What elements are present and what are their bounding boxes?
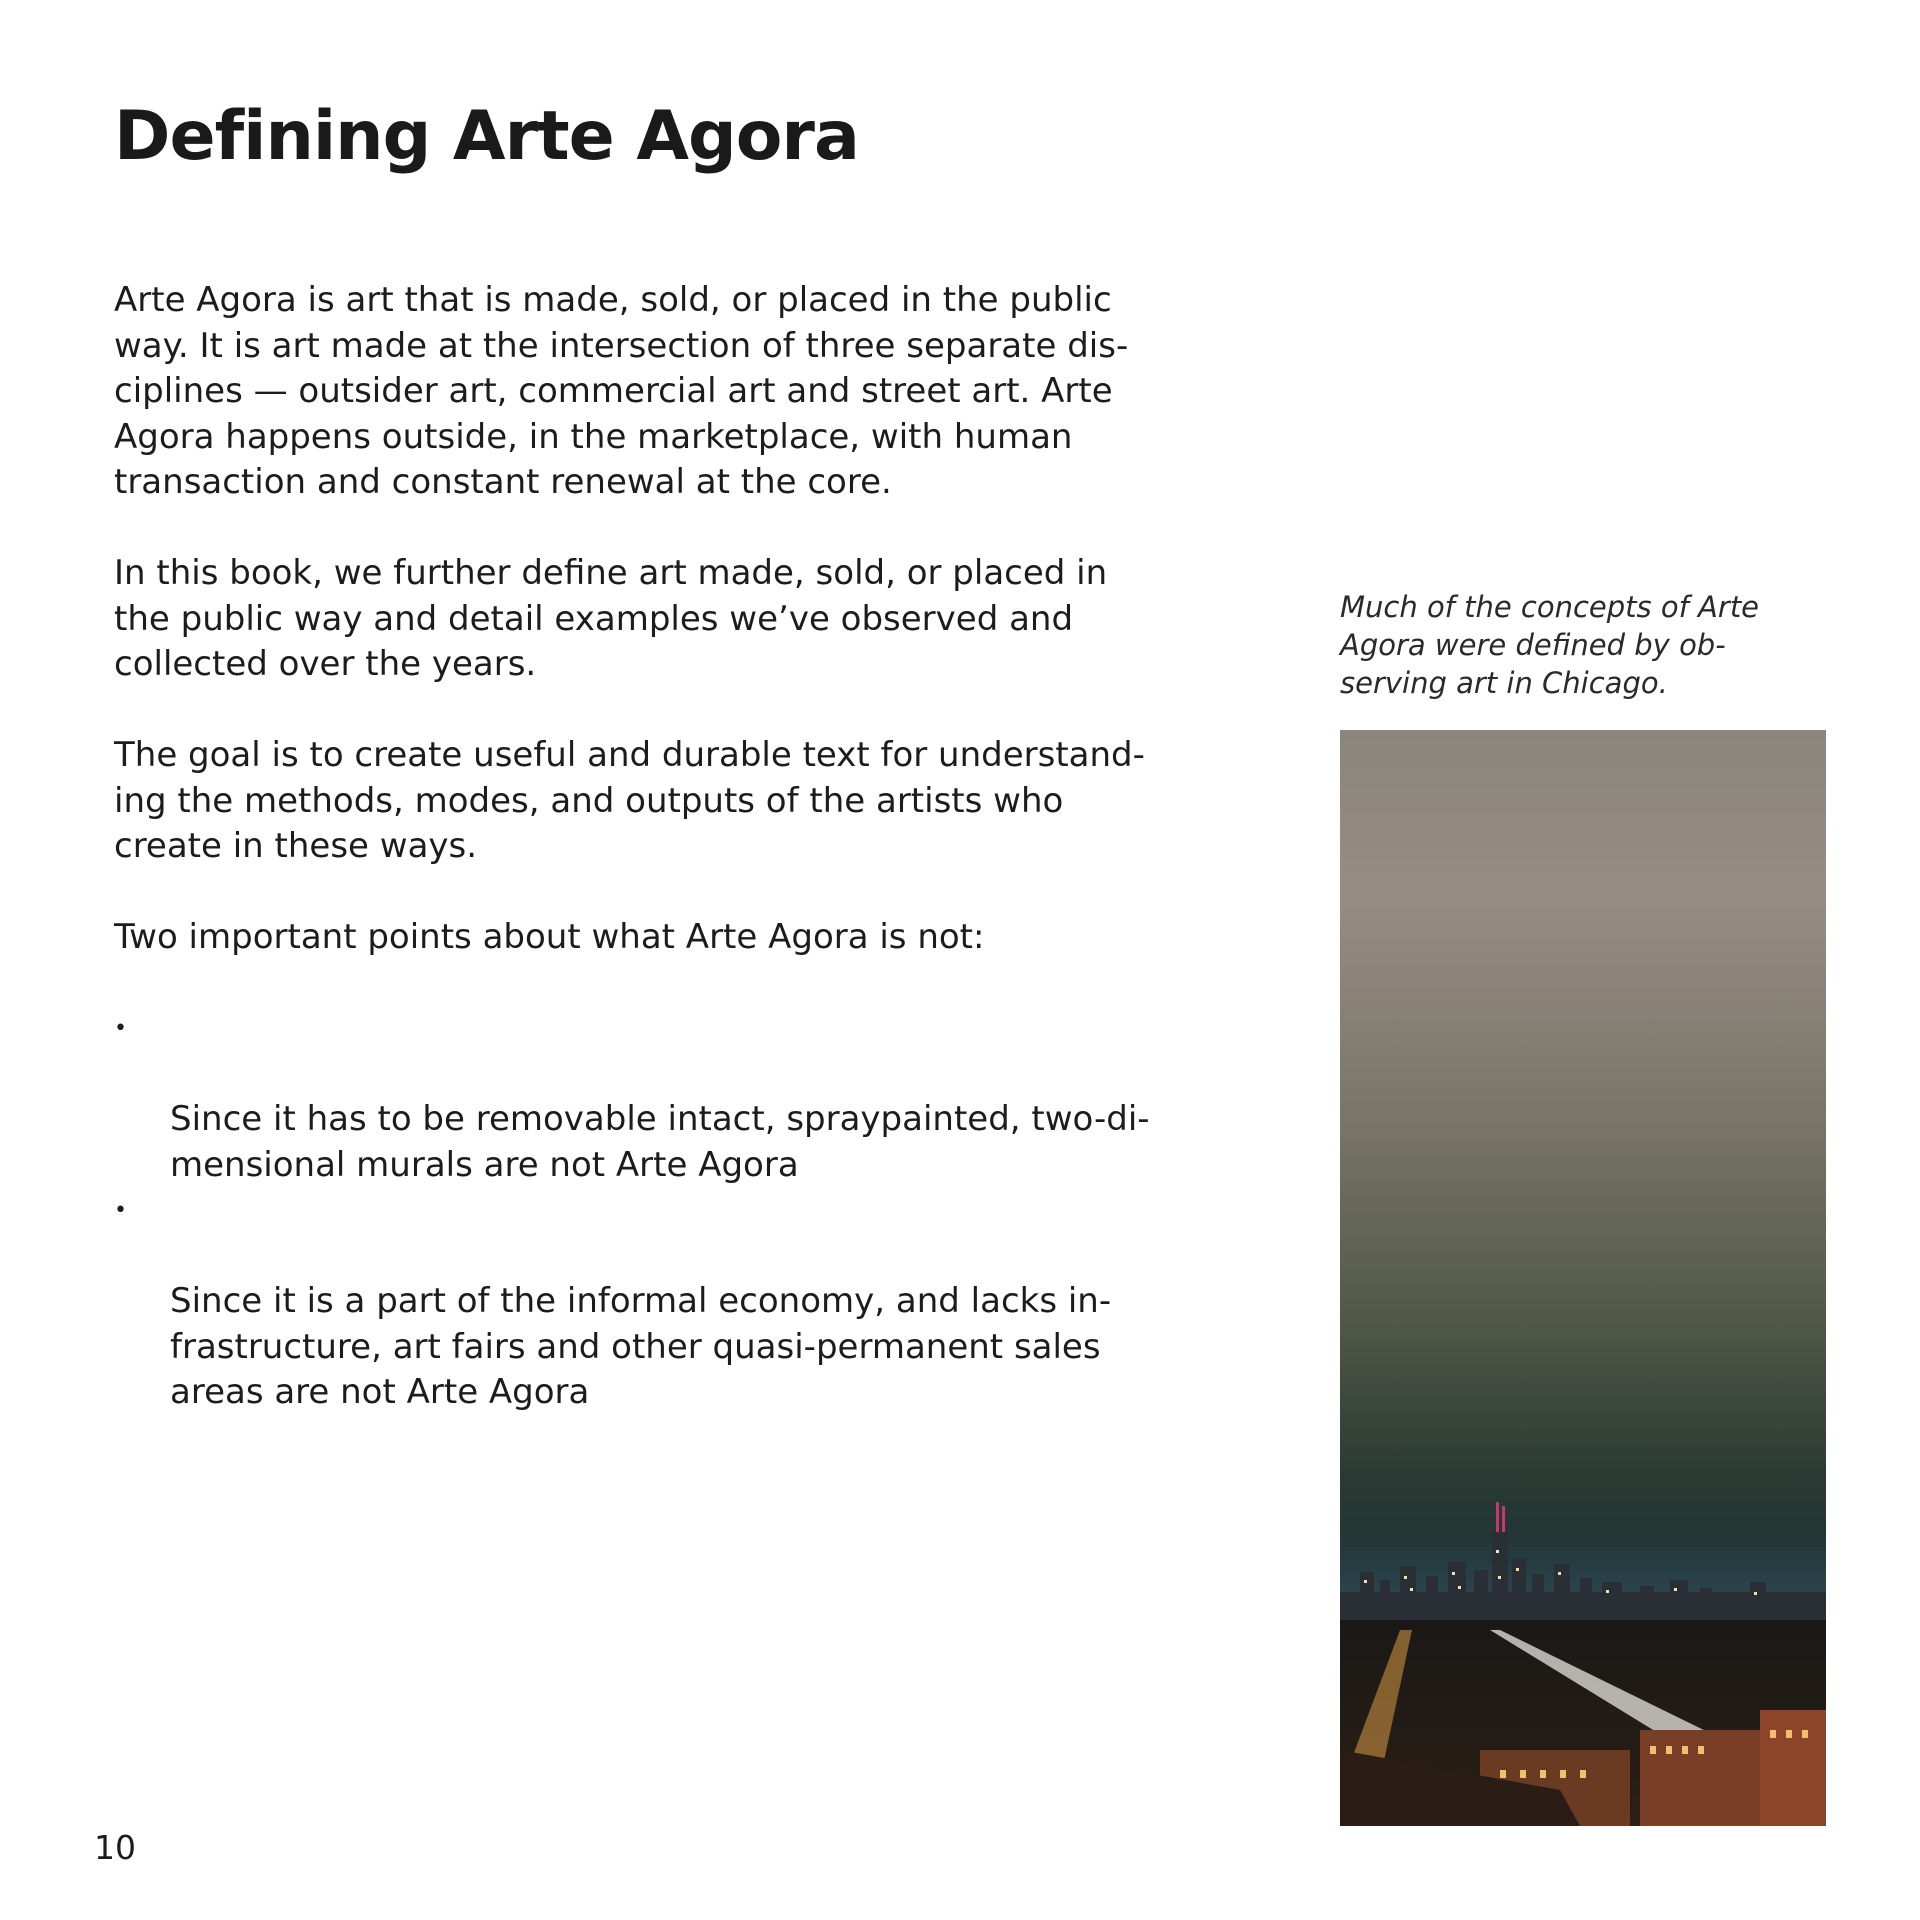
list-item xyxy=(114,1006,1264,1188)
paragraph-definition: Arte Agora is art that is made, sold, or placed in the public way. It is art made at the intersection of three separate dis- ciplines — outsider art, commercial art and street art. Arte Agora happens outside, in the marketplace, with human transaction and constant renewal at the core. xyxy=(114,280,1129,502)
bullet-text-murals: Since it has to be removable intact, spraypainted, two-di- mensional murals are not Arte Agora xyxy=(170,1099,1150,1185)
bullet-text-art-fairs: Since it is a part of the informal economy, and lacks in- frastructure, art fairs and other quasi-permanent sales areas are not Arte Agora xyxy=(170,1281,1112,1412)
page-number: 10 xyxy=(94,1828,136,1867)
city-skyline-illustration xyxy=(1340,730,1826,1826)
paragraph-what-it-is-not: Two important points about what Arte Agora is not: xyxy=(114,917,985,957)
bullet-dot-icon: • xyxy=(114,1198,127,1223)
list-item xyxy=(114,1188,1264,1416)
body-text xyxy=(114,278,1264,1416)
page-title: Defining Arte Agora xyxy=(114,97,859,176)
paragraph-goal: The goal is to create useful and durable text for understand- ing the methods, modes, and outputs of the artists who create in these ways. xyxy=(114,735,1145,866)
paragraph-book-scope: In this book, we further define art made, sold, or placed in the public way and detail examples we’ve observed and collected over the years. xyxy=(114,553,1108,684)
chicago-night-skyline-photo xyxy=(1340,730,1826,1826)
photo-caption: Much of the concepts of Arte Agora were defined by ob- serving art in Chicago. xyxy=(1340,590,1760,700)
bullet-list xyxy=(114,1006,1264,1416)
bullet-dot-icon: • xyxy=(114,1016,127,1041)
